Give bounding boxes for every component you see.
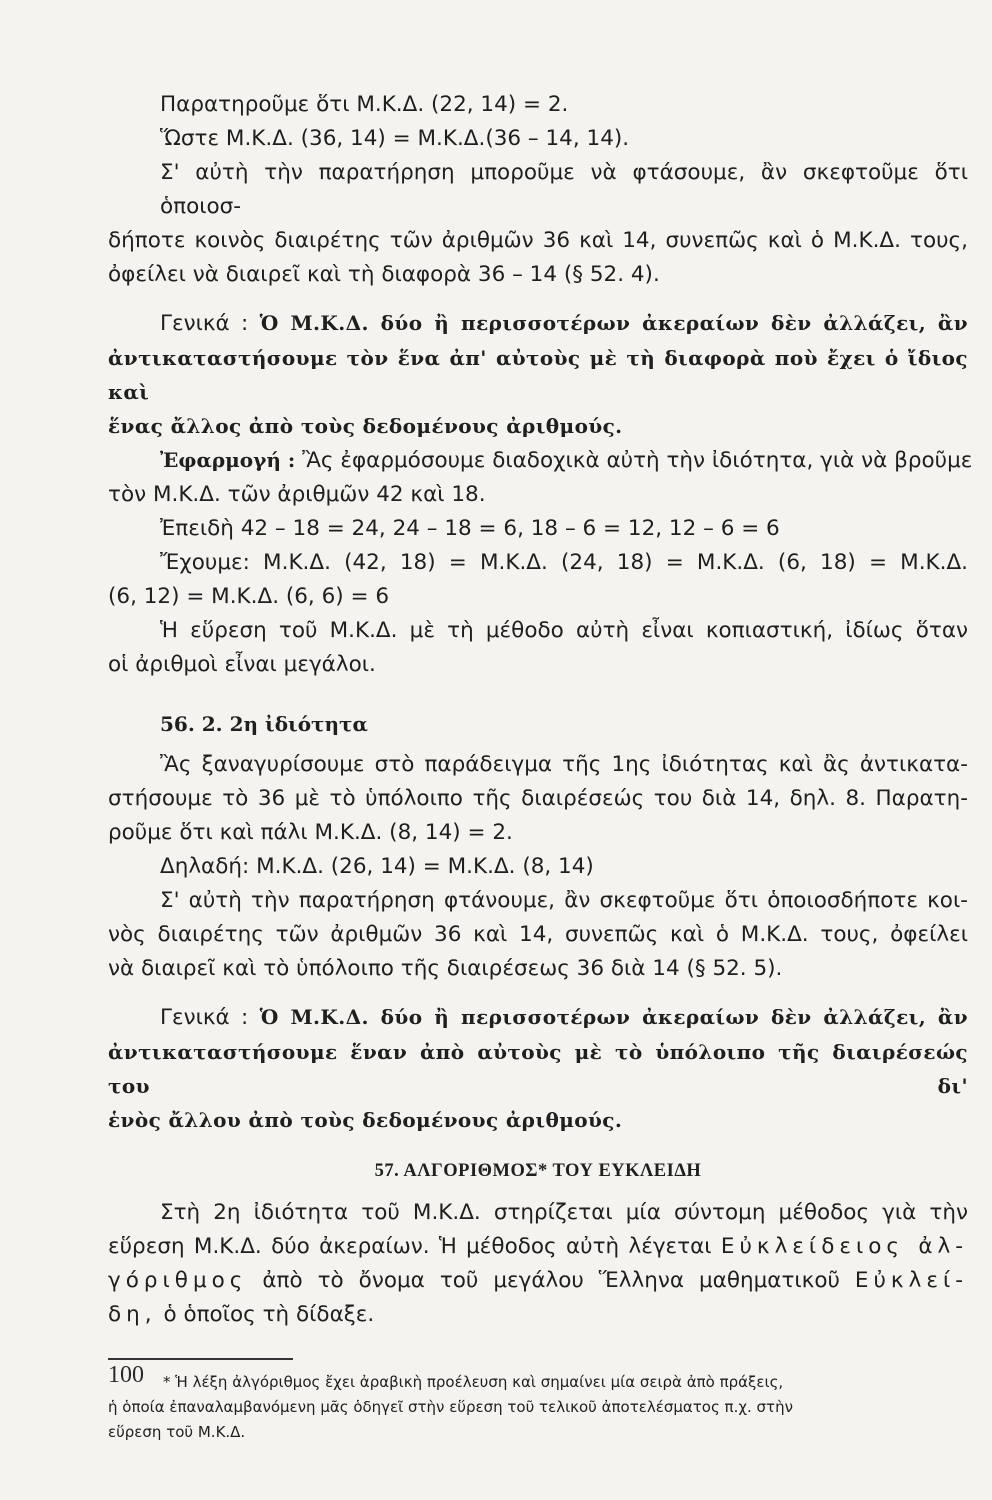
- rule-text: ἀντικαταστήσουμε τὸν ἕνα ἀπ' αὐτοὺς μὲ τὴ διαφορὰ ποὺ ἔχει ὁ ἴδιος καὶ: [108, 346, 968, 404]
- spaced-term: Εὐκλεί-: [854, 1268, 968, 1293]
- text-line: Στὴ 2η ἰδιότητα τοῦ Μ.Κ.Δ. στηρίζεται μία σύντομη μέθοδος γιὰ τὴν: [160, 1200, 968, 1225]
- rule-text: ἀντικαταστήσουμε ἕναν ἀπὸ αὐτοὺς μὲ τὸ ὑπόλοιπο τῆς διαιρέσεώς του δι': [108, 1040, 968, 1098]
- equation-line: Ἐπειδὴ 42 – 18 = 24, 24 – 18 = 6, 18 – 6 = 12, 12 – 6 = 6: [160, 516, 780, 541]
- text-line: τὸν Μ.Κ.Δ. τῶν ἀριθμῶν 42 καὶ 18.: [108, 482, 486, 507]
- text-line: ὀφείλει νὰ διαιρεῖ καὶ τὴ διαφορὰ 36 – 14 (§ 52. 4).: [108, 262, 660, 287]
- text-line: [108, 1264, 968, 1298]
- rule-lead: Γενικά :: [160, 1005, 249, 1030]
- footnote-line: ἡ ὁποία ἐπαναλαμβανόμενη μᾶς ὁδηγεῖ στὴν εὕρεση τοῦ τελικοῦ ἀποτελέσματος π.χ. στὴν: [108, 1398, 793, 1416]
- rule-text: Ὁ Μ.Κ.Δ. δύο ἢ περισσοτέρων ἀκεραίων δὲν ἀλλάζει, ἂν: [259, 311, 968, 335]
- text-line: οἱ ἀριθμοὶ εἶναι μεγάλοι.: [108, 652, 376, 677]
- text-line: δήποτε κοινὸς διαιρέτης τῶν ἀριθμῶν 36 καὶ 14, συνεπῶς καὶ ὁ Μ.Κ.Δ. τους,: [108, 228, 968, 253]
- spaced-term: Εὐκλείδειος ἀλ-: [720, 1234, 968, 1259]
- rule-text: Ὁ Μ.Κ.Δ. δύο ἢ περισσοτέρων ἀκεραίων δὲν ἀλλάζει, ἂν: [259, 1005, 968, 1029]
- application-text: Ἂς ἐφαρμόσουμε διαδοχικὰ αὐτὴ τὴν ἰδιότητα, γιὰ νὰ βροῦμε: [302, 448, 973, 473]
- page-number: 100: [108, 1362, 144, 1388]
- chapter-heading: 57. ΑΛΓΟΡΙΘΜΟΣ* ΤΟΥ ΕΥΚΛΕΙΔΗ: [374, 1161, 702, 1181]
- text-fragment: ὁ ὁποῖος τὴ δίδαξε.: [163, 1302, 375, 1327]
- text-line: Παρατηροῦμε ὅτι Μ.Κ.Δ. (22, 14) = 2.: [160, 92, 569, 117]
- text-fragment: εὕρεση Μ.Κ.Δ. δύο ἀκεραίων. Ἡ μέθοδος αὐτὴ λέγεται: [108, 1234, 712, 1259]
- text-line: Σ' αὐτὴ τὴν παρατήρηση φτάνουμε, ἂν σκεφτοῦμε ὅτι ὁποιοσδήποτε κοι-: [160, 888, 968, 913]
- rule-lead: Γενικά :: [160, 311, 249, 336]
- rule-statement-1: [108, 306, 968, 341]
- footnote-line: εὕρεση τοῦ Μ.Κ.Δ.: [108, 1423, 246, 1441]
- text-line: [108, 1298, 968, 1332]
- equation-line: Δηλαδή: Μ.Κ.Δ. (26, 14) = Μ.Κ.Δ. (8, 14): [160, 854, 594, 879]
- page-body: [108, 88, 973, 1445]
- text-line: Ἂς ξαναγυρίσουμε στὸ παράδειγμα τῆς 1ης ἰδιότητας καὶ ἂς ἀντικατα-: [160, 752, 968, 777]
- text-line: Ὥστε Μ.Κ.Δ. (36, 14) = Μ.Κ.Δ.(36 – 14, 14).: [160, 126, 630, 151]
- rule-text: ἕνας ἄλλος ἀπὸ τοὺς δεδομένους ἀριθμούς.: [108, 414, 623, 438]
- rule-statement-2: [108, 1000, 968, 1035]
- text-line: νὰ διαιρεῖ καὶ τὸ ὑπόλοιπο τῆς διαιρέσεως 36 διὰ 14 (§ 52. 5).: [108, 956, 783, 981]
- equation-line: Ἔχουμε: Μ.Κ.Δ. (42, 18) = Μ.Κ.Δ. (24, 18) = Μ.Κ.Δ. (6, 18) = Μ.Κ.Δ.: [160, 550, 968, 575]
- application-label: Ἐφαρμογή :: [160, 448, 296, 472]
- text-line: νὸς διαιρέτης τῶν ἀριθμῶν 36 καὶ 14, συνεπῶς καὶ ὁ Μ.Κ.Δ. τους, ὀφείλει: [108, 922, 968, 947]
- text-line: στήσουμε τὸ 36 μὲ τὸ ὑπόλοιπο τῆς διαιρέσεώς του διὰ 14, δηλ. 8. Παρατη-: [108, 786, 968, 811]
- spaced-term: γόριθμος: [108, 1268, 248, 1293]
- footnote-divider: [108, 1358, 293, 1360]
- text-line: Ἡ εὕρεση τοῦ Μ.Κ.Δ. μὲ τὴ μέθοδο αὐτὴ εἶναι κοπιαστική, ἰδίως ὅταν: [160, 618, 968, 643]
- equation-line: (6, 12) = Μ.Κ.Δ. (6, 6) = 6: [108, 584, 390, 609]
- text-line: ροῦμε ὅτι καὶ πάλι Μ.Κ.Δ. (8, 14) = 2.: [108, 820, 513, 845]
- application-line: [108, 443, 973, 478]
- text-line: Σ' αὐτὴ τὴν παρατήρηση μποροῦμε νὰ φτάσουμε, ἂν σκεφτοῦμε ὅτι ὁποιοσ-: [160, 160, 968, 219]
- spaced-term: δη,: [108, 1302, 157, 1327]
- text-line: [108, 1230, 968, 1264]
- section-heading: 56. 2. 2η ἰδιότητα: [160, 712, 368, 736]
- text-fragment: ἀπὸ τὸ ὄνομα τοῦ μεγάλου Ἕλληνα μαθηματικοῦ: [262, 1268, 840, 1293]
- rule-text: ἑνὸς ἄλλου ἀπὸ τοὺς δεδομένους ἀριθμούς.: [108, 1108, 623, 1132]
- footnote-line: * Ἡ λέξη ἀλγόριθμος ἔχει ἀραβικὴ προέλευση καὶ σημαίνει μία σειρὰ ἀπὸ πράξεις,: [163, 1373, 784, 1391]
